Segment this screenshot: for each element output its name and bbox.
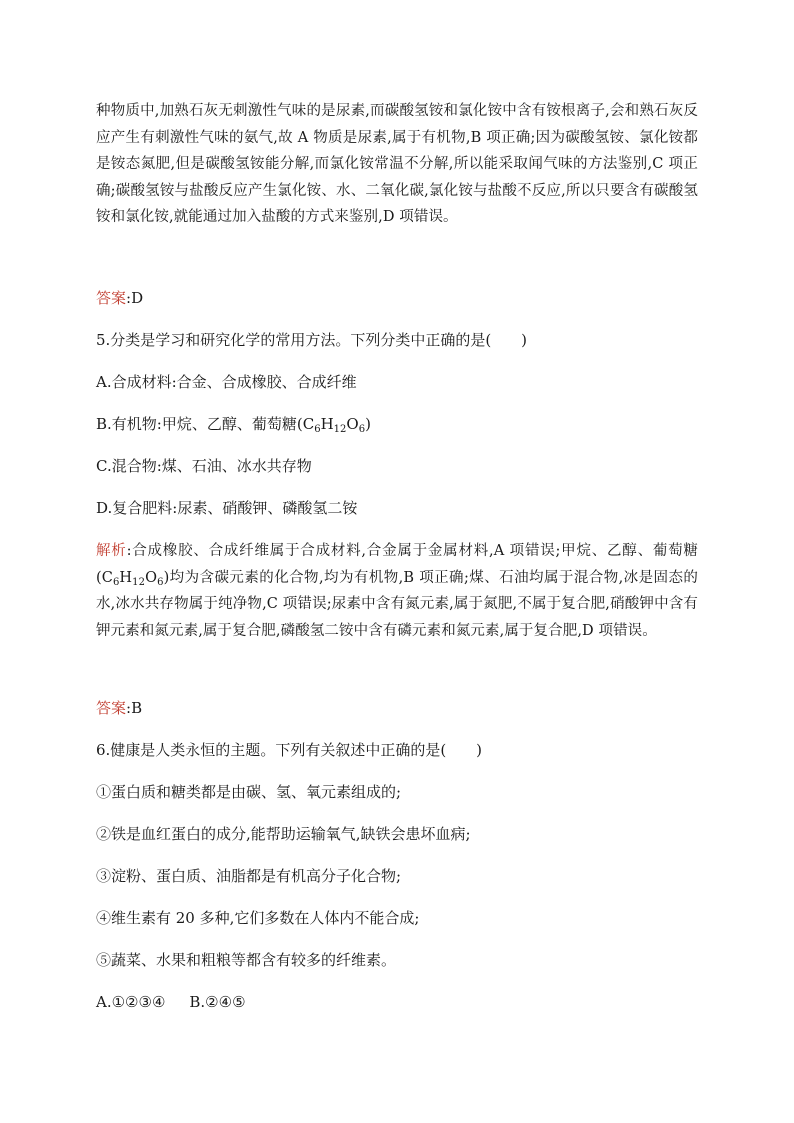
q4-answer-label: 答案 (96, 289, 127, 307)
q4-answer-value: D (131, 289, 144, 307)
q5-option-b-o: O (346, 415, 359, 433)
q5-option-d: D.复合肥料:尿素、硝酸钾、磷酸氢二铵 (96, 499, 358, 517)
q5-analysis-h: H (119, 569, 133, 586)
q6-item-1: ①蛋白质和糖类都是由碳、氢、氧元素组成的; (96, 783, 402, 801)
q6-stem: 6.健康是人类永恒的主题。下列有关叙述中正确的是( ) (96, 741, 483, 759)
q5-answer (96, 698, 698, 718)
q5-option-b (96, 414, 698, 434)
q5-analysis-label: 解析 (96, 543, 127, 559)
q5-option-b-sub-c: 6 (314, 424, 321, 435)
q4-answer-sep: : (126, 289, 132, 307)
q6-options (96, 992, 698, 1012)
q5-answer-value: B (131, 699, 143, 717)
q5-analysis-sub-c: 6 (112, 576, 120, 588)
q6-item-4: ④维生素有 20 多种,它们多数在人体内不能合成; (96, 909, 420, 927)
q5-analysis-text-1: 合成橡胶、合成纤维属于合成材料,合金属于金属材料,A 项错误;甲烷、乙醇、葡萄糖(C (96, 543, 698, 586)
q4-answer (96, 288, 698, 308)
q5-option-b-h: H (320, 415, 334, 433)
q5-stem: 5.分类是学习和研究化学的常用方法。下列分类中正确的是( ) (96, 331, 528, 349)
q5-analysis-sub-h: 12 (132, 576, 146, 588)
q5-answer-label: 答案 (96, 699, 127, 717)
q5-analysis-text-2: )均为含碳元素的化合物,均为有机物,B 项正确;煤、石油均属于混合物,冰是固态的水,冰水共存物属于纯净物,C 项错误;尿素中含有氮元素,属于氮肥,不属于复合肥,硝酸钾中含有钾元素和氮元素,属于复合肥,磷酸氢二铵中含有磷元素和氮元素,属于复合肥,D 项错误。 (96, 569, 698, 639)
q5-analysis-sub-o: 6 (157, 576, 164, 588)
q4-explanation: 种物质中,加熟石灰无刺激性气味的是尿素,而碳酸氢铵和氯化铵中含有铵根离子,会和熟石灰反应产生有刺激性气味的氨气,故 A 物质是尿素,属于有机物,B 项正确;因为碳酸氢铵、氯化铵都是铵态氮肥,但是碳酸氢铵能分解,而氯化铵常温不分解,所以能采取闻气味的方法鉴别,C 项正确;碳酸氢铵与盐酸反应产生氯化铵、水、二氧化碳,氯化铵与盐酸不反应,所以只要含有碳酸氢铵和氯化铵,就能通过加入盐酸的方式来鉴别,D 项错误。 (96, 103, 698, 225)
q5-option-b-sub-h: 12 (333, 424, 347, 435)
q5-analysis-o: O (145, 569, 158, 586)
q5-option-a: A.合成材料:合金、合成橡胶、合成纤维 (96, 373, 357, 391)
q5-answer-sep: : (126, 699, 132, 717)
q5-option-b-sub-o: 6 (358, 424, 366, 435)
q6-item-3: ③淀粉、蛋白质、油脂都是有机高分子化合物; (96, 867, 402, 885)
q5-option-b-text: B.有机物:甲烷、乙醇、葡萄糖(C (96, 415, 315, 433)
q6-option-a: A.①②③④ (96, 993, 166, 1011)
q5-analysis (96, 538, 698, 644)
q5-option-c: C.混合物:煤、石油、冰水共存物 (96, 457, 312, 475)
q5-option-b-close: ) (365, 415, 371, 433)
q6-option-b: B.②④⑤ (189, 993, 246, 1011)
q6-item-2: ②铁是血红蛋白的成分,能帮助运输氧气,缺铁会患坏血病; (96, 825, 471, 843)
q5-analysis-sep: : (126, 543, 132, 559)
q6-item-5: ⑤蔬菜、水果和粗粮等都含有较多的纤维素。 (96, 951, 397, 969)
